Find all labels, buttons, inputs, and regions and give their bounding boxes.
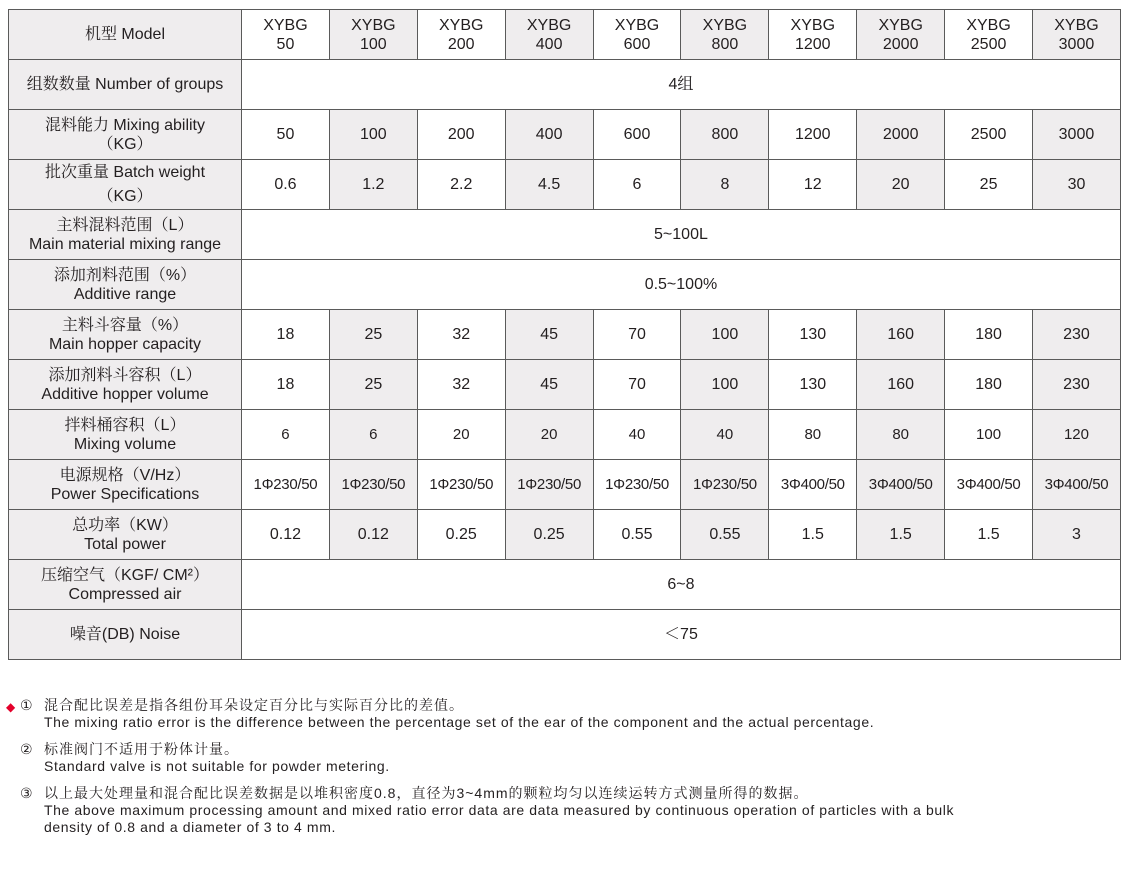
row-label <box>9 110 242 160</box>
value-cell: 40 <box>681 410 769 460</box>
value-cell: 25 <box>329 310 417 360</box>
value-cell: 45 <box>505 360 593 410</box>
row-label-zh: 添加剂料斗容积（L） <box>48 366 202 384</box>
value-cell: 400 <box>505 110 593 160</box>
value-cell: 20 <box>857 160 945 210</box>
value-cell: 1Φ230/50 <box>242 460 330 510</box>
value-cell: 2000 <box>857 110 945 160</box>
merged-value: 6~8 <box>242 560 1121 610</box>
model-cell <box>681 10 769 60</box>
model-series: XYBG <box>878 16 923 34</box>
value-cell: 800 <box>681 110 769 160</box>
row-power-specifications <box>9 460 1121 510</box>
value-cell: 130 <box>769 360 857 410</box>
row-label-zh: 批次重量 Batch weight <box>44 163 206 181</box>
row-label <box>9 310 242 360</box>
row-label-zh: 主料斗容量（%） <box>61 316 189 334</box>
row-label <box>9 410 242 460</box>
row-noise <box>9 610 1121 660</box>
value-cell: 600 <box>593 110 681 160</box>
model-number: 50 <box>276 35 295 53</box>
value-cell: 45 <box>505 310 593 360</box>
value-cell: 160 <box>857 360 945 410</box>
footnote-text-en: The above maximum processing amount and mixed ratio error data are data measured by continuous operation of particles with a bulk density of 0.8 and a diameter of 3 to 4 mm. <box>44 802 955 835</box>
row-label-unit: （KG） <box>97 135 153 153</box>
value-cell: 6 <box>242 410 330 460</box>
model-series: XYBG <box>263 16 308 34</box>
model-cell <box>769 10 857 60</box>
value-cell: 100 <box>329 110 417 160</box>
footnote-text-zh: 以上最大处理量和混合配比误差数据是以堆积密度0.8，直径为3~4mm的颗粒均匀以连续运转方式测量所得的数据。 <box>44 785 809 801</box>
model-cell <box>1033 10 1121 60</box>
model-number: 2500 <box>970 35 1007 53</box>
row-label: 噪音(DB) Noise <box>9 610 242 660</box>
header-label: 机型 Model <box>9 10 242 60</box>
footnote-2 <box>6 741 1116 775</box>
model-cell <box>505 10 593 60</box>
model-number: 3000 <box>1058 35 1095 53</box>
value-cell: 230 <box>1033 310 1121 360</box>
row-label <box>9 560 242 610</box>
value-cell: 4.5 <box>505 160 593 210</box>
value-cell: 1.2 <box>329 160 417 210</box>
model-number: 2000 <box>882 35 919 53</box>
footnote-number: ③ <box>20 785 33 801</box>
row-label-zh: 拌料桶容积（L） <box>64 416 186 434</box>
row-label-unit: （KG） <box>97 187 153 205</box>
row-number-of-groups <box>9 60 1121 110</box>
model-series: XYBG <box>966 16 1011 34</box>
model-number: 1200 <box>794 35 831 53</box>
value-cell: 80 <box>769 410 857 460</box>
row-label-en: Compressed air <box>68 585 182 603</box>
value-cell: 70 <box>593 310 681 360</box>
row-compressed-air <box>9 560 1121 610</box>
value-cell: 1Φ230/50 <box>505 460 593 510</box>
value-cell: 1Φ230/50 <box>329 460 417 510</box>
value-cell: 6 <box>593 160 681 210</box>
row-additive-hopper-volume <box>9 360 1121 410</box>
model-series: XYBG <box>526 16 572 34</box>
value-cell: 2500 <box>945 110 1033 160</box>
value-cell: 12 <box>769 160 857 210</box>
model-number: 600 <box>623 35 651 53</box>
row-label: 组数数量 Number of groups <box>9 60 242 110</box>
row-mixing-volume <box>9 410 1121 460</box>
row-label-zh: 电源规格（V/Hz） <box>59 466 191 484</box>
model-cell <box>945 10 1033 60</box>
spec-table <box>8 9 1121 660</box>
value-cell: 20 <box>417 410 505 460</box>
value-cell: 1Φ230/50 <box>417 460 505 510</box>
model-series: XYBG <box>614 16 660 34</box>
value-cell: 3Φ400/50 <box>945 460 1033 510</box>
row-label <box>9 210 242 260</box>
model-number: 200 <box>447 35 475 53</box>
row-main-material-mixing-range <box>9 210 1121 260</box>
value-cell: 1.5 <box>857 510 945 560</box>
row-label-en: Additive range <box>73 285 177 303</box>
merged-value: 4组 <box>242 60 1121 110</box>
row-label-en: Power Specifications <box>50 485 200 503</box>
value-cell: 80 <box>857 410 945 460</box>
model-series: XYBG <box>438 16 484 34</box>
row-batch-weight <box>9 160 1121 210</box>
row-label-zh: 压缩空气（KGF/ CM²） <box>41 566 209 584</box>
footnote-3 <box>6 785 1116 836</box>
model-cell <box>857 10 945 60</box>
value-cell: 50 <box>242 110 330 160</box>
value-cell: 180 <box>945 360 1033 410</box>
row-label-zh: 总功率（KW） <box>72 516 178 534</box>
value-cell: 0.12 <box>242 510 330 560</box>
value-cell: 3Φ400/50 <box>857 460 945 510</box>
row-label-en: Main material mixing range <box>28 235 222 253</box>
header-row <box>9 10 1121 60</box>
value-cell: 1.5 <box>769 510 857 560</box>
row-main-hopper-capacity <box>9 310 1121 360</box>
value-cell: 230 <box>1033 360 1121 410</box>
value-cell: 6 <box>329 410 417 460</box>
row-label-zh: 混料能力 Mixing ability <box>44 116 206 134</box>
value-cell: 180 <box>945 310 1033 360</box>
model-series: XYBG <box>1054 16 1099 34</box>
value-cell: 25 <box>945 160 1033 210</box>
row-additive-range <box>9 260 1121 310</box>
value-cell: 1Φ230/50 <box>681 460 769 510</box>
row-mixing-ability <box>9 110 1121 160</box>
value-cell: 32 <box>417 310 505 360</box>
diamond-bullet-icon: ◆ <box>6 700 16 714</box>
value-cell: 0.6 <box>242 160 330 210</box>
value-cell: 100 <box>945 410 1033 460</box>
value-cell: 25 <box>329 360 417 410</box>
row-label-en: Main hopper capacity <box>48 335 202 353</box>
value-cell: 0.55 <box>593 510 681 560</box>
value-cell: 100 <box>681 360 769 410</box>
merged-value: 5~100L <box>242 210 1121 260</box>
merged-value: ＜75 <box>242 610 1121 660</box>
row-label <box>9 460 242 510</box>
value-cell: 18 <box>242 360 330 410</box>
value-cell: 0.25 <box>417 510 505 560</box>
value-cell: 1Φ230/50 <box>593 460 681 510</box>
row-label <box>9 260 242 310</box>
value-cell: 30 <box>1033 160 1121 210</box>
row-label-zh: 添加剂料范围（%） <box>53 266 197 284</box>
row-label <box>9 360 242 410</box>
row-label-en: Mixing volume <box>73 435 177 453</box>
value-cell: 100 <box>681 310 769 360</box>
row-total-power <box>9 510 1121 560</box>
model-number: 100 <box>359 35 387 53</box>
footnote-number: ① <box>20 697 33 713</box>
value-cell: 40 <box>593 410 681 460</box>
model-number: 400 <box>535 35 563 53</box>
row-label <box>9 160 242 210</box>
value-cell: 120 <box>1033 410 1121 460</box>
footnote-text-zh: 标准阀门不适用于粉体计量。 <box>44 741 239 757</box>
value-cell: 2.2 <box>417 160 505 210</box>
model-series: XYBG <box>790 16 836 34</box>
value-cell: 0.12 <box>329 510 417 560</box>
model-cell <box>242 10 330 60</box>
row-label-en: Additive hopper volume <box>41 385 209 403</box>
model-series: XYBG <box>351 16 396 34</box>
model-cell <box>329 10 417 60</box>
footnote-number: ② <box>20 741 33 757</box>
row-label-zh: 主料混料范围（L） <box>56 216 194 234</box>
value-cell: 3 <box>1033 510 1121 560</box>
value-cell: 32 <box>417 360 505 410</box>
footnote-text-en: The mixing ratio error is the difference between the percentage set of the ear of the component and the actual percentage. <box>44 714 875 730</box>
value-cell: 18 <box>242 310 330 360</box>
model-cell <box>593 10 681 60</box>
value-cell: 20 <box>505 410 593 460</box>
footnote-1 <box>6 697 1116 731</box>
value-cell: 160 <box>857 310 945 360</box>
value-cell: 1.5 <box>945 510 1033 560</box>
value-cell: 130 <box>769 310 857 360</box>
value-cell: 0.25 <box>505 510 593 560</box>
value-cell: 1200 <box>769 110 857 160</box>
footnote-text-en: Standard valve is not suitable for powder metering. <box>44 758 390 774</box>
value-cell: 3Φ400/50 <box>769 460 857 510</box>
value-cell: 70 <box>593 360 681 410</box>
model-number: 800 <box>711 35 739 53</box>
value-cell: 3Φ400/50 <box>1033 460 1121 510</box>
value-cell: 8 <box>681 160 769 210</box>
value-cell: 3000 <box>1033 110 1121 160</box>
row-label <box>9 510 242 560</box>
value-cell: 200 <box>417 110 505 160</box>
footnote-text-zh: 混合配比误差是指各组份耳朵设定百分比与实际百分比的差值。 <box>44 697 464 713</box>
value-cell: 0.55 <box>681 510 769 560</box>
merged-value: 0.5~100% <box>242 260 1121 310</box>
model-cell <box>417 10 505 60</box>
footnotes <box>6 697 1116 846</box>
row-label-en: Total power <box>84 535 166 553</box>
model-series: XYBG <box>702 16 748 34</box>
